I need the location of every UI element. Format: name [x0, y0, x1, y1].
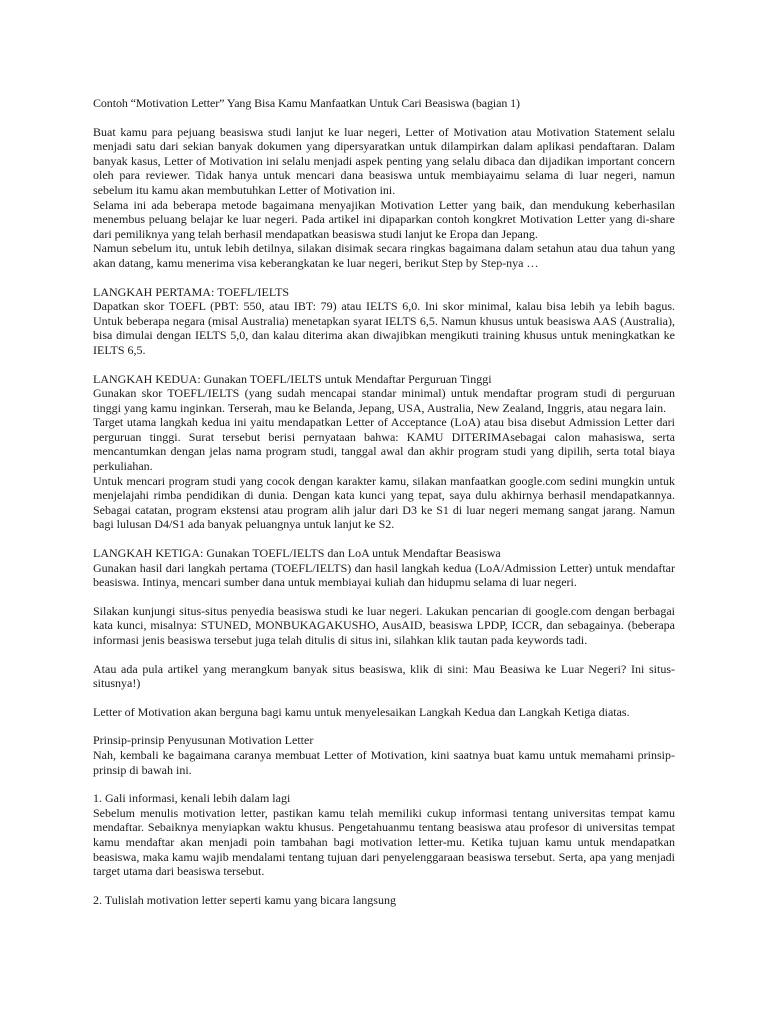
step3-paragraph-4: Letter of Motivation akan berguna bagi kamu untuk menyelesaikan Langkah Kedua dan Langkah Ketiga diatas. [93, 704, 630, 719]
point2-heading: 2. Tulislah motivation letter seperti kamu yang bicara langsung [93, 892, 396, 907]
step2-section [93, 372, 675, 533]
step2-heading: LANGKAH KEDUA: Gunakan TOEFL/IELTS untuk Mendaftar Perguruan Tinggi [93, 371, 492, 386]
point1-section [93, 791, 675, 879]
step1-heading: LANGKAH PERTAMA: TOEFL/IELTS [93, 284, 290, 299]
step3-section [93, 546, 675, 590]
intro-section [93, 125, 675, 271]
step3-paragraph-2: Silakan kunjungi situs-situs penyedia beasiswa studi ke luar negeri. Lakukan pencarian di google.com dengan berbagai kata kunci, misalnya: STUNED, MONBUKAGAKUSHO, AusAID, beasiswa LPDP, ICCR, dan sebagainya. (beberapa informasi jenis beasiswa tersebut juga telah ditulis di situs ini, silahkan klik tautan pada keywords tadi. [93, 603, 675, 647]
document-title: Contoh “Motivation Letter” Yang Bisa Kamu Manfaatkan Untuk Cari Beasiswa (bagian 1) [93, 96, 520, 110]
point1-heading: 1. Gali informasi, kenali lebih dalam lagi [93, 791, 291, 806]
step3-heading: LANGKAH KETIGA: Gunakan TOEFL/IELTS dan LoA untuk Mendaftar Beasiswa [93, 546, 501, 561]
intro-paragraph-1: Buat kamu para pejuang beasiswa studi lanjut ke luar negeri, Letter of Motivation atau Motivation Statement selalu menjadi satu dari sekian banyak dokumen yang dipersyaratkan untuk dilampirkan dalam aplikasi pendaftaran. Dalam banyak kasus, Letter of Motivation ini selalu menjadi aspek penting yang selalu dibaca dan dijadikan important concern oleh para reviewer. Tidak hanya untuk mencari dana beasiswa untuk membiayaimu selama di luar negeri, namun sebelum itu kamu akan membutuhkan Letter of Motivation ini. [93, 124, 675, 197]
intro-paragraph-3: Namun sebelum itu, untuk lebih detilnya, silakan disimak secara ringkas bagaimana dalam setahun atau dua tahun yang akan datang, kamu menerima visa keberangkatan ke luar negeri, berikut Step by Step-nya … [93, 241, 675, 270]
step1-section [93, 285, 675, 358]
intro-paragraph-2: Selama ini ada beberapa metode bagaimana menyajikan Motivation Letter yang baik, dan mendukung keberhasilan menembus peluang belajar ke luar negeri. Pada artikel ini dipaparkan contoh kongkret Motivation Letter yang di-share dari pemiliknya yang telah berhasil mendapatkan beasiswa studi lanjut ke Eropa dan Jepang. [93, 197, 675, 241]
document-page [93, 96, 675, 907]
step1-text: Dapatkan skor TOEFL (PBT: 550, atau IBT: 79) atau IELTS 6,0. Ini skor minimal, kalau bisa lebih ya lebih bagus. Untuk beberapa negara (misal Australia) menetapkan syarat IELTS 6,5. Namun khusus untuk beasiswa AAS (Australia), bisa dimulai dengan IELTS 5,0, dan kalau diterima akan diwajibkan mengikuti training khusus untuk meningkatkan ke IELTS 6,5. [93, 299, 675, 357]
principles-text: Nah, kembali ke bagaimana caranya membuat Letter of Motivation, kini saatnya buat kamu untuk memahami prinsip-prinsip di bawah ini. [93, 747, 675, 777]
step2-paragraph-2: Target utama langkah kedua ini yaitu mendapatkan Letter of Acceptance (LoA) atau bisa disebut Admission Letter dari perguruan tinggi. Surat tersebut berisi pernyataan bahwa: KAMU DITERIMAsebagai calon mahasiswa, serta mencantumkan dengan jelas nama program studi, tanggal awal dan akhir program studi yang dipilih, serta total biaya perkuliahan. [93, 415, 675, 474]
step3-paragraph-3: Atau ada pula artikel yang merangkum banyak situs beasiswa, klik di sini: Mau Beasiwa ke Luar Negeri? Ini situs-situsnya!) [93, 661, 675, 691]
step2-paragraph-3: Untuk mencari program studi yang cocok dengan karakter kamu, silakan manfaatkan google.com sedini mungkin untuk menjelajahi rimba pendidikan di dunia. Dengan kata kunci yang tepat, saya dulu akhirnya berhasil mendapatkannya. Sebagai catatan, program ekstensi atau program alih jalur dari D3 ke S1 di luar negeri memang sangat jarang. Namun bagi lulusan D4/S1 ada banyak peluangnya untuk lanjut ke S2. [93, 473, 675, 532]
step3-paragraph-1: Gunakan hasil dari langkah pertama (TOEFL/IELTS) dan hasil langkah kedua (LoA/Admission Letter) untuk mendaftar beasiswa. Intinya, mencari sumber dana untuk membiayai kuliah dan hidupmu selama di luar negeri. [93, 560, 675, 590]
principles-section [93, 733, 675, 777]
step2-paragraph-1: Gunakan skor TOEFL/IELTS (yang sudah mencapai standar minimal) untuk mendaftar program studi di perguruan tinggi yang kamu inginkan. Terserah, mau ke Belanda, Jepang, USA, Australia, New Zealand, Inggris, atau negara lain. [93, 386, 675, 415]
point1-text: Sebelum menulis motivation letter, pastikan kamu telah memiliki cukup informasi tentang universitas tempat kamu mendaftar. Sebaiknya menyiapkan waktu khusus. Pengetahuanmu tentang beasiswa atau profesor di universitas tempat kamu mendaftar akan menjadi poin tambahan bagi motivation letter-mu. Ketika tujuan kamu untuk mendapatkan beasiswa, maka kamu wajib mendalami tentang tujuan dari penyelenggaraan beasiswa tersebut. Serta, apa yang menjadi target utama dari beasiswa tersebut. [93, 805, 675, 879]
principles-heading: Prinsip-prinsip Penyusunan Motivation Letter [93, 733, 314, 748]
